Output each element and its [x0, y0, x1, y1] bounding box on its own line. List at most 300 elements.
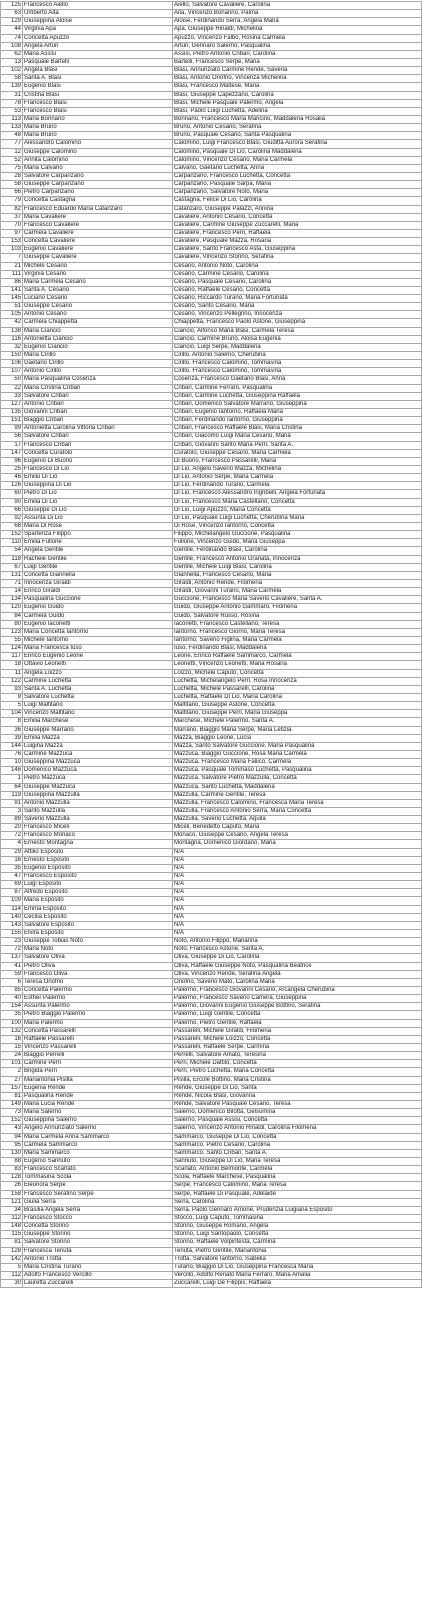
- person-name-cell[interactable]: Vincenzo Passarelli: [23, 1044, 173, 1052]
- family-info-cell[interactable]: Assisi, Pietro Antonio Cribari, Carolina: [173, 50, 422, 58]
- person-name-cell[interactable]: Maria Pasqualina Cosenza: [23, 376, 173, 384]
- family-info-cell[interactable]: Serpe, Francesco Calomino, Maria Teresa: [173, 1182, 422, 1190]
- row-id-cell[interactable]: 1: [1, 775, 23, 783]
- family-info-cell[interactable]: Bartelli, Francesco Serpe, Maria: [173, 58, 422, 66]
- family-info-cell[interactable]: Guido, Salvatore Russo, Rosina: [173, 612, 422, 620]
- person-name-cell[interactable]: Antonio Cirillo: [23, 368, 173, 376]
- row-id-cell[interactable]: 15: [1, 1044, 23, 1052]
- person-name-cell[interactable]: Antonietta Carolina Vittoria Cribari: [23, 425, 173, 433]
- family-info-cell[interactable]: Storino, Giuseppe Romano, Angela: [173, 1223, 422, 1231]
- family-info-cell[interactable]: Loizzo, Michele Caputo, Concetta: [173, 669, 422, 677]
- person-name-cell[interactable]: Santa A. Cesario: [23, 286, 173, 294]
- person-name-cell[interactable]: Adolfo Francesco Vercillo: [23, 1271, 173, 1279]
- person-name-cell[interactable]: Pasquale Bartelli: [23, 58, 173, 66]
- family-info-cell[interactable]: Di Lio, Pasquale Luigi Luchetta, Cherubina Maria: [173, 514, 422, 522]
- family-info-cell[interactable]: Di Lio, Francesco Maria Castellano, Concetta: [173, 498, 422, 506]
- family-info-cell[interactable]: Blasi, Michele Pasquale Palermo, Angela: [173, 99, 422, 107]
- row-id-cell[interactable]: 35: [1, 1011, 23, 1019]
- row-id-cell[interactable]: 85: [1, 987, 23, 995]
- row-id-cell[interactable]: 58: [1, 181, 23, 189]
- family-info-cell[interactable]: Rende, Giuseppe Di Lio, Santa: [173, 1084, 422, 1092]
- row-id-cell[interactable]: 141: [1, 286, 23, 294]
- family-info-cell[interactable]: Ciancio, Luigi Serpe, Maddalena: [173, 343, 422, 351]
- person-name-cell[interactable]: Mariantonia Pisilla: [23, 1076, 173, 1084]
- row-id-cell[interactable]: 88: [1, 1157, 23, 1165]
- person-name-cell[interactable]: Eugenio Di Buono: [23, 457, 173, 465]
- person-name-cell[interactable]: Angelo Annunziato Salerno: [23, 1125, 173, 1133]
- family-info-cell[interactable]: Sammarco, Giuseppe Di Lio, Concetta: [173, 1133, 422, 1141]
- person-name-cell[interactable]: Francesco Di Lio: [23, 466, 173, 474]
- row-id-cell[interactable]: 67: [1, 563, 23, 571]
- row-id-cell[interactable]: 58: [1, 75, 23, 83]
- person-name-cell[interactable]: Giuseppina Salerno: [23, 1117, 173, 1125]
- person-name-cell[interactable]: Maria Carmela Cesario: [23, 278, 173, 286]
- family-info-cell[interactable]: Cribari, Giovanni Santo Maria Perri, Santa A.: [173, 441, 422, 449]
- person-name-cell[interactable]: Emilio Di Lio: [23, 474, 173, 482]
- family-info-cell[interactable]: N/A: [173, 930, 422, 938]
- row-id-cell[interactable]: 80: [1, 620, 23, 628]
- family-info-cell[interactable]: Rende, Nicola Blasi, Giovanna: [173, 1092, 422, 1100]
- family-info-cell[interactable]: Di Lio, Antonio Serpe, Maria Carmela: [173, 474, 422, 482]
- person-name-cell[interactable]: Concetta Storino: [23, 1223, 173, 1231]
- person-name-cell[interactable]: Saverio Mazzulla: [23, 816, 173, 824]
- family-info-cell[interactable]: Onofrio, Saverio Mato, Carolina Maria: [173, 978, 422, 986]
- row-id-cell[interactable]: 121: [1, 1198, 23, 1206]
- row-id-cell[interactable]: 92: [1, 514, 23, 522]
- row-id-cell[interactable]: 59: [1, 970, 23, 978]
- row-id-cell[interactable]: 64: [1, 783, 23, 791]
- row-id-cell[interactable]: 115: [1, 1231, 23, 1239]
- person-name-cell[interactable]: Antonio Cribari: [23, 400, 173, 408]
- row-id-cell[interactable]: 99: [1, 425, 23, 433]
- person-name-cell[interactable]: Concetta Palermo: [23, 987, 173, 995]
- row-id-cell[interactable]: 103: [1, 246, 23, 254]
- row-id-cell[interactable]: 71: [1, 579, 23, 587]
- person-name-cell[interactable]: Annita Calomino: [23, 156, 173, 164]
- person-name-cell[interactable]: Emma Esposito: [23, 905, 173, 913]
- family-info-cell[interactable]: N/A: [173, 921, 422, 929]
- person-name-cell[interactable]: Eugenio Iaconetti: [23, 620, 173, 628]
- row-id-cell[interactable]: 120: [1, 604, 23, 612]
- row-id-cell[interactable]: 48: [1, 132, 23, 140]
- family-info-cell[interactable]: Iuso, Ferdinando Blasi, Maddalena: [173, 645, 422, 653]
- family-info-cell[interactable]: Di Buono, Francesco Passarelli, Maria: [173, 457, 422, 465]
- row-id-cell[interactable]: 7: [1, 254, 23, 262]
- row-id-cell[interactable]: 157: [1, 1084, 23, 1092]
- person-name-cell[interactable]: Michele Iantorno: [23, 636, 173, 644]
- row-id-cell[interactable]: 66: [1, 506, 23, 514]
- person-name-cell[interactable]: Domenico Mazzuca: [23, 767, 173, 775]
- row-id-cell[interactable]: 68: [1, 523, 23, 531]
- row-id-cell[interactable]: 10: [1, 759, 23, 767]
- family-info-cell[interactable]: Cribari, Carmine Ferraro, Pasqualina: [173, 384, 422, 392]
- person-name-cell[interactable]: Antonietta Ciancio: [23, 335, 173, 343]
- person-name-cell[interactable]: Angela Blasi: [23, 67, 173, 75]
- row-id-cell[interactable]: 146: [1, 767, 23, 775]
- family-info-cell[interactable]: Cavaliere, Antonio Cesario, Concetta: [173, 213, 422, 221]
- row-id-cell[interactable]: 42: [1, 319, 23, 327]
- row-id-cell[interactable]: 86: [1, 278, 23, 286]
- family-info-cell[interactable]: Mazzuca, Francesco Maria Fallico, Carmela: [173, 759, 422, 767]
- family-info-cell[interactable]: Montagna, Domenico Giordano, Maria: [173, 840, 422, 848]
- row-id-cell[interactable]: 12: [1, 148, 23, 156]
- row-id-cell[interactable]: 6: [1, 978, 23, 986]
- family-info-cell[interactable]: Carpanzano, Pasquale Sarpa, Maria: [173, 181, 422, 189]
- row-id-cell[interactable]: 78: [1, 99, 23, 107]
- person-name-cell[interactable]: Concetta Passarelli: [23, 1027, 173, 1035]
- family-info-cell[interactable]: Ciancio, Alfonso Maria Blasi, Carmela Teresa: [173, 327, 422, 335]
- family-info-cell[interactable]: Storino, Raffaele Volpintesta, Carmina: [173, 1239, 422, 1247]
- person-name-cell[interactable]: Eugenio Guido: [23, 604, 173, 612]
- person-name-cell[interactable]: Brasilia Angela Serra: [23, 1206, 173, 1214]
- family-info-cell[interactable]: Pisilla, Ercole Bottino, Maria Cristina: [173, 1076, 422, 1084]
- family-info-cell[interactable]: Arturi, Gennaro Salerno, Pasqualina: [173, 42, 422, 50]
- family-info-cell[interactable]: N/A: [173, 848, 422, 856]
- family-info-cell[interactable]: Cirillo, Francesco Calomino, Tommasina: [173, 360, 422, 368]
- row-id-cell[interactable]: 21: [1, 262, 23, 270]
- family-info-cell[interactable]: Cavaliere, Carmine Giuseppe Zuccarelli, Maria: [173, 221, 422, 229]
- row-id-cell[interactable]: 128: [1, 1247, 23, 1255]
- family-info-cell[interactable]: Cesario, Raffaele Cesario, Concetta: [173, 286, 422, 294]
- person-name-cell[interactable]: Antonio Mazzulla: [23, 799, 173, 807]
- person-name-cell[interactable]: Raffaele Passarelli: [23, 1035, 173, 1043]
- person-name-cell[interactable]: Attilio Esposito: [23, 848, 173, 856]
- family-info-cell[interactable]: Leone, Enrico Raffaele Sammarco, Carmela: [173, 653, 422, 661]
- family-info-cell[interactable]: Mazzulla, Francesco Calomino, Francesca Maria Teresa: [173, 799, 422, 807]
- family-info-cell[interactable]: Mazza, Santo Salvatore Guccione, Maria Pasqualina: [173, 742, 422, 750]
- person-name-cell[interactable]: Pietro Biaggio Palermo: [23, 1011, 173, 1019]
- family-info-cell[interactable]: Luchetta, Michelangelo Perri, Rosa Innocenza: [173, 677, 422, 685]
- person-name-cell[interactable]: Spartenza Filippo: [23, 531, 173, 539]
- row-id-cell[interactable]: 125: [1, 2, 23, 10]
- family-info-cell[interactable]: Cribari, Domenico Salvatore Marrano, Giuseppina: [173, 400, 422, 408]
- row-id-cell[interactable]: 128: [1, 1174, 23, 1182]
- person-name-cell[interactable]: Giuseppe Di Lio: [23, 506, 173, 514]
- row-id-cell[interactable]: 158: [1, 1190, 23, 1198]
- family-info-cell[interactable]: Aloise, Ferdinando Serra, Angela Maria: [173, 18, 422, 26]
- row-id-cell[interactable]: 14: [1, 588, 23, 596]
- person-name-cell[interactable]: Pietro Oliva: [23, 962, 173, 970]
- family-info-cell[interactable]: Serra, Paolo Gennaro Arnone, Prudenzia Luigiana Esposito: [173, 1206, 422, 1214]
- row-id-cell[interactable]: 133: [1, 124, 23, 132]
- family-info-cell[interactable]: Castagna, Felice Di Lio, Carolina: [173, 197, 422, 205]
- person-name-cell[interactable]: Salvatore Storino: [23, 1239, 173, 1247]
- family-info-cell[interactable]: Trotta, Salvatore Iantorno, Isabella: [173, 1255, 422, 1263]
- family-info-cell[interactable]: Perrelli, Salvatore Amato, Teresina: [173, 1052, 422, 1060]
- person-name-cell[interactable]: Virginia Cesario: [23, 270, 173, 278]
- person-name-cell[interactable]: Assunta Di Lio: [23, 514, 173, 522]
- row-id-cell[interactable]: 40: [1, 995, 23, 1003]
- row-id-cell[interactable]: 69: [1, 881, 23, 889]
- family-info-cell[interactable]: Tenuta, Pietro Gentile, Mariantonia: [173, 1247, 422, 1255]
- person-name-cell[interactable]: Maria Ciancio: [23, 327, 173, 335]
- family-info-cell[interactable]: N/A: [173, 897, 422, 905]
- person-name-cell[interactable]: Carmine Perri: [23, 1060, 173, 1068]
- person-name-cell[interactable]: Carmela Sammarco: [23, 1141, 173, 1149]
- person-name-cell[interactable]: Emilia Di Lio: [23, 498, 173, 506]
- family-info-cell[interactable]: Scarlato, Antonio Belmonte, Carmela: [173, 1166, 422, 1174]
- person-name-cell[interactable]: Maria Sammarco: [23, 1149, 173, 1157]
- family-info-cell[interactable]: Bruno, Pasquale Cesario, Santa Pasqualina: [173, 132, 422, 140]
- family-info-cell[interactable]: Cavaliere, Pasquale Mazza, Rosaria: [173, 238, 422, 246]
- row-id-cell[interactable]: 150: [1, 352, 23, 360]
- row-id-cell[interactable]: 97: [1, 229, 23, 237]
- row-id-cell[interactable]: 83: [1, 1166, 23, 1174]
- row-id-cell[interactable]: 155: [1, 930, 23, 938]
- row-id-cell[interactable]: 37: [1, 213, 23, 221]
- row-id-cell[interactable]: 26: [1, 1182, 23, 1190]
- row-id-cell[interactable]: 116: [1, 335, 23, 343]
- person-name-cell[interactable]: Concetta Castagna: [23, 197, 173, 205]
- family-info-cell[interactable]: Passarelli, Michele Giraldi, Filomena: [173, 1027, 422, 1035]
- person-name-cell[interactable]: Francesco Stocco: [23, 1214, 173, 1222]
- row-id-cell[interactable]: 132: [1, 1027, 23, 1035]
- row-id-cell[interactable]: 81: [1, 1092, 23, 1100]
- row-id-cell[interactable]: 112: [1, 1271, 23, 1279]
- person-name-cell[interactable]: Angela Loizzo: [23, 669, 173, 677]
- family-info-cell[interactable]: Giraldi, Antonio Rende, Filomena: [173, 579, 422, 587]
- family-info-cell[interactable]: Storino, Luigi Santopaolo, Concetta: [173, 1231, 422, 1239]
- family-info-cell[interactable]: Leonetti, Vincenzo Leonetti, Maria Rosaria: [173, 661, 422, 669]
- row-id-cell[interactable]: 54: [1, 547, 23, 555]
- family-info-cell[interactable]: Mazzuca, Biaggio Guccione, Rosa Maria Carmela: [173, 750, 422, 758]
- family-info-cell[interactable]: Oliva, Vincenzo Rende, Serafina Angela: [173, 970, 422, 978]
- family-info-cell[interactable]: Luchetta, Michele Passarelli, Carolina: [173, 685, 422, 693]
- family-info-cell[interactable]: Calomino, Luigi Francesco Blasi, Giuditta Aurora Serafina: [173, 140, 422, 148]
- family-info-cell[interactable]: Cribari, Carmine Luchetta, Giuseppina Raffaela: [173, 392, 422, 400]
- person-name-cell[interactable]: Maria Noto: [23, 946, 173, 954]
- row-id-cell[interactable]: 108: [1, 42, 23, 50]
- family-info-cell[interactable]: Cirillo, Francesco Calomino, Tommasina: [173, 368, 422, 376]
- row-id-cell[interactable]: 72: [1, 832, 23, 840]
- person-name-cell[interactable]: Angela Arturi: [23, 42, 173, 50]
- person-name-cell[interactable]: Virginia Apa: [23, 26, 173, 34]
- family-info-cell[interactable]: Marchese, Michele Palermo, Santa A.: [173, 718, 422, 726]
- family-info-cell[interactable]: Apuzzo, Vincenzo Falbo, Rosina Carmela: [173, 34, 422, 42]
- family-info-cell[interactable]: Di Lio, Ferdinando Turano, Carmela: [173, 482, 422, 490]
- row-id-cell[interactable]: 73: [1, 1109, 23, 1117]
- family-info-cell[interactable]: Rende, Salvatore Pasquale Cesario, Teresa: [173, 1100, 422, 1108]
- person-name-cell[interactable]: Salvatore Esposito: [23, 921, 173, 929]
- row-id-cell[interactable]: 41: [1, 962, 23, 970]
- family-info-cell[interactable]: Fullone, Vincenzo Guido, Maria Giuseppa: [173, 539, 422, 547]
- row-id-cell[interactable]: 52: [1, 156, 23, 164]
- person-name-cell[interactable]: Ernesto Esposito: [23, 856, 173, 864]
- person-name-cell[interactable]: Francesca Tenuta: [23, 1247, 173, 1255]
- row-id-cell[interactable]: 18: [1, 661, 23, 669]
- person-name-cell[interactable]: Maria Cristina Cribari: [23, 384, 173, 392]
- row-id-cell[interactable]: 29: [1, 848, 23, 856]
- row-id-cell[interactable]: 107: [1, 368, 23, 376]
- family-info-cell[interactable]: Sammarco, Santo Cribari, Santa A.: [173, 1149, 422, 1157]
- row-id-cell[interactable]: 34: [1, 1206, 23, 1214]
- person-name-cell[interactable]: Enrico Eugenio Leone: [23, 653, 173, 661]
- row-id-cell[interactable]: 11: [1, 669, 23, 677]
- person-name-cell[interactable]: Ernesto Montagna: [23, 840, 173, 848]
- family-info-cell[interactable]: Cesario, Antonio Noto, Carolina: [173, 262, 422, 270]
- person-name-cell[interactable]: Biaggio Cribari: [23, 417, 173, 425]
- family-info-cell[interactable]: Salerno, Pasquale Assisi, Concetta: [173, 1117, 422, 1125]
- person-name-cell[interactable]: Pietro Carpanzano: [23, 189, 173, 197]
- family-info-cell[interactable]: Passarelli, Michele Loizzo, Concetta: [173, 1035, 422, 1043]
- row-id-cell[interactable]: 30: [1, 1280, 23, 1288]
- row-id-cell[interactable]: 104: [1, 710, 23, 718]
- family-info-cell[interactable]: Malfitano, Giuseppe Perri, Maria Giuseppa: [173, 710, 422, 718]
- person-name-cell[interactable]: Teresa Onofrio: [23, 978, 173, 986]
- family-info-cell[interactable]: Iantorno, Saverio Figlina, Maria Carmela: [173, 636, 422, 644]
- family-info-cell[interactable]: Passarelli, Raffaele Serpe, Carmina: [173, 1044, 422, 1052]
- person-name-cell[interactable]: Eleonora Serpe: [23, 1182, 173, 1190]
- person-name-cell[interactable]: Alessandro Calomino: [23, 140, 173, 148]
- person-name-cell[interactable]: Giuseppina Mazzuca: [23, 759, 173, 767]
- row-id-cell[interactable]: 151: [1, 417, 23, 425]
- row-id-cell[interactable]: 36: [1, 726, 23, 734]
- person-name-cell[interactable]: Giuseppina Di Lio: [23, 482, 173, 490]
- row-id-cell[interactable]: 102: [1, 67, 23, 75]
- row-id-cell[interactable]: 76: [1, 750, 23, 758]
- person-name-cell[interactable]: Maria Concetta Iantorno: [23, 628, 173, 636]
- family-info-cell[interactable]: Noto, Antonio Filippo, Marianna: [173, 938, 422, 946]
- person-name-cell[interactable]: Francesco Oliva: [23, 970, 173, 978]
- family-info-cell[interactable]: Iaconetti, Francesco Castellano, Teresa: [173, 620, 422, 628]
- person-name-cell[interactable]: Luigi Gentile: [23, 563, 173, 571]
- person-name-cell[interactable]: Francesco Serafino Serpe: [23, 1190, 173, 1198]
- row-id-cell[interactable]: 22: [1, 384, 23, 392]
- person-name-cell[interactable]: Concetta Giannella: [23, 571, 173, 579]
- person-name-cell[interactable]: Salvatore Carpanzano: [23, 172, 173, 180]
- family-info-cell[interactable]: Cribari, Francesco Raffaele Blasi, Maria Cristina: [173, 425, 422, 433]
- row-id-cell[interactable]: 87: [1, 889, 23, 897]
- row-id-cell[interactable]: 144: [1, 742, 23, 750]
- row-id-cell[interactable]: 2: [1, 1068, 23, 1076]
- family-info-cell[interactable]: Curatolo, Giuseppe Cesario, Maria Carmela: [173, 449, 422, 457]
- person-name-cell[interactable]: Elvira Esposito: [23, 930, 173, 938]
- row-id-cell[interactable]: 147: [1, 449, 23, 457]
- person-name-cell[interactable]: Concetta Apuzzo: [23, 34, 173, 42]
- person-name-cell[interactable]: Carmela Guido: [23, 612, 173, 620]
- family-info-cell[interactable]: Oliva, Giuseppe Di Lio, Carolina: [173, 954, 422, 962]
- person-name-cell[interactable]: Maria Bonnano: [23, 115, 173, 123]
- family-info-cell[interactable]: Cavaliere, Santo Francesco Asta, Giuseppina: [173, 246, 422, 254]
- person-name-cell[interactable]: Maria Cristina Turano: [23, 1263, 173, 1271]
- row-id-cell[interactable]: 56: [1, 433, 23, 441]
- row-id-cell[interactable]: 101: [1, 1060, 23, 1068]
- person-name-cell[interactable]: Innocenza Giraldi: [23, 579, 173, 587]
- family-info-cell[interactable]: Serpe, Raffaele Di Pasquale, Adelaide: [173, 1190, 422, 1198]
- family-info-cell[interactable]: Mazzuca, Santo Luchetta, Maddalena: [173, 783, 422, 791]
- person-name-cell[interactable]: Pietro Di Lio: [23, 490, 173, 498]
- row-id-cell[interactable]: 46: [1, 474, 23, 482]
- family-info-cell[interactable]: Mazzulla, Carmine Gentile, Teresa: [173, 791, 422, 799]
- person-name-cell[interactable]: Salvatore Luchetta: [23, 693, 173, 701]
- person-name-cell[interactable]: Giuseppe Tobias Noto: [23, 938, 173, 946]
- person-name-cell[interactable]: Emilia Marchese: [23, 718, 173, 726]
- family-info-cell[interactable]: Scola, Raffaele Marchese, Pasqualina: [173, 1174, 422, 1182]
- family-info-cell[interactable]: Calomino, Vincenzo Cesario, Maria Carmela: [173, 156, 422, 164]
- row-id-cell[interactable]: 70: [1, 221, 23, 229]
- person-name-cell[interactable]: Santo Mazzulla: [23, 807, 173, 815]
- person-name-cell[interactable]: Luigina Mazza: [23, 742, 173, 750]
- person-name-cell[interactable]: Maria Francesca Iuso: [23, 645, 173, 653]
- row-id-cell[interactable]: 154: [1, 1003, 23, 1011]
- row-id-cell[interactable]: 55: [1, 636, 23, 644]
- row-id-cell[interactable]: 53: [1, 107, 23, 115]
- row-id-cell[interactable]: 117: [1, 653, 23, 661]
- person-name-cell[interactable]: Giuseppe Marrano: [23, 726, 173, 734]
- row-id-cell[interactable]: 79: [1, 197, 23, 205]
- row-id-cell[interactable]: 75: [1, 164, 23, 172]
- person-name-cell[interactable]: Vincenzo Malfitano: [23, 710, 173, 718]
- family-info-cell[interactable]: N/A: [173, 881, 422, 889]
- row-id-cell[interactable]: 119: [1, 791, 23, 799]
- person-name-cell[interactable]: Francesco Eduardo Maria Catanzaro: [23, 205, 173, 213]
- row-id-cell[interactable]: 122: [1, 677, 23, 685]
- family-info-cell[interactable]: Bruno, Antonio Cesario, Serafina: [173, 124, 422, 132]
- family-info-cell[interactable]: Aita, Vincenzo Bonanno, Palma: [173, 10, 422, 18]
- family-info-cell[interactable]: Palermo, Giovanni Eugenio Giuseppe Bottino, Serafina: [173, 1003, 422, 1011]
- row-id-cell[interactable]: 33: [1, 392, 23, 400]
- family-info-cell[interactable]: Blasi, Antonio Onofrio, Vincenza Michelina: [173, 75, 422, 83]
- family-info-cell[interactable]: Gentile, Ferdinando Blasi, Carolina: [173, 547, 422, 555]
- row-id-cell[interactable]: 142: [1, 1255, 23, 1263]
- row-id-cell[interactable]: 149: [1, 1100, 23, 1108]
- person-name-cell[interactable]: Santa A. Luchetta: [23, 685, 173, 693]
- row-id-cell[interactable]: 8: [1, 718, 23, 726]
- row-id-cell[interactable]: 20: [1, 824, 23, 832]
- row-id-cell[interactable]: 124: [1, 645, 23, 653]
- row-id-cell[interactable]: 123: [1, 628, 23, 636]
- person-name-cell[interactable]: Carmine Mazzuca: [23, 750, 173, 758]
- person-name-cell[interactable]: Assunta Palermo: [23, 1003, 173, 1011]
- row-id-cell[interactable]: 27: [1, 1076, 23, 1084]
- person-name-cell[interactable]: Carmela Chiappetta: [23, 319, 173, 327]
- person-name-cell[interactable]: Emilia Mazza: [23, 734, 173, 742]
- person-name-cell[interactable]: Maria Palermo: [23, 1019, 173, 1027]
- row-id-cell[interactable]: 74: [1, 34, 23, 42]
- person-name-cell[interactable]: Maria Carmela Anna Sammarco: [23, 1133, 173, 1141]
- row-id-cell[interactable]: 89: [1, 816, 23, 824]
- family-info-cell[interactable]: Cavaliere, Vincenzo Storino, Serafina: [173, 254, 422, 262]
- person-name-cell[interactable]: Giuseppe Calomino: [23, 148, 173, 156]
- person-name-cell[interactable]: Francesco Cribari: [23, 441, 173, 449]
- person-name-cell[interactable]: Ottavio Leonetti: [23, 661, 173, 669]
- row-id-cell[interactable]: 91: [1, 799, 23, 807]
- family-info-cell[interactable]: Sannuto, Giuseppe Di Lio, Maria Teresa: [173, 1157, 422, 1165]
- row-id-cell[interactable]: 152: [1, 1117, 23, 1125]
- row-id-cell[interactable]: 105: [1, 311, 23, 319]
- family-info-cell[interactable]: Catanzaro, Giuseppe Palazzi, Annina: [173, 205, 422, 213]
- row-id-cell[interactable]: 28: [1, 172, 23, 180]
- family-info-cell[interactable]: N/A: [173, 913, 422, 921]
- family-info-cell[interactable]: Cribari, Giacomo Luigi Maria Cesario, Maria: [173, 433, 422, 441]
- person-name-cell[interactable]: Francesco Monaco: [23, 832, 173, 840]
- family-info-cell[interactable]: Salerno, Vincenzo Antonio Rinaldi, Carolina Filomena: [173, 1125, 422, 1133]
- row-id-cell[interactable]: 63: [1, 10, 23, 18]
- person-name-cell[interactable]: Maria Assisi: [23, 50, 173, 58]
- row-id-cell[interactable]: 23: [1, 938, 23, 946]
- person-name-cell[interactable]: Concetta Cavaliere: [23, 238, 173, 246]
- row-id-cell[interactable]: 110: [1, 539, 23, 547]
- row-id-cell[interactable]: 96: [1, 457, 23, 465]
- family-info-cell[interactable]: Serra, Carolina: [173, 1198, 422, 1206]
- person-name-cell[interactable]: Maria Bruno: [23, 132, 173, 140]
- row-id-cell[interactable]: 135: [1, 409, 23, 417]
- person-name-cell[interactable]: Salvatore Cribari: [23, 392, 173, 400]
- family-info-cell[interactable]: N/A: [173, 864, 422, 872]
- row-id-cell[interactable]: 13: [1, 58, 23, 66]
- row-id-cell[interactable]: 95: [1, 1141, 23, 1149]
- person-name-cell[interactable]: Maria Di Rose: [23, 523, 173, 531]
